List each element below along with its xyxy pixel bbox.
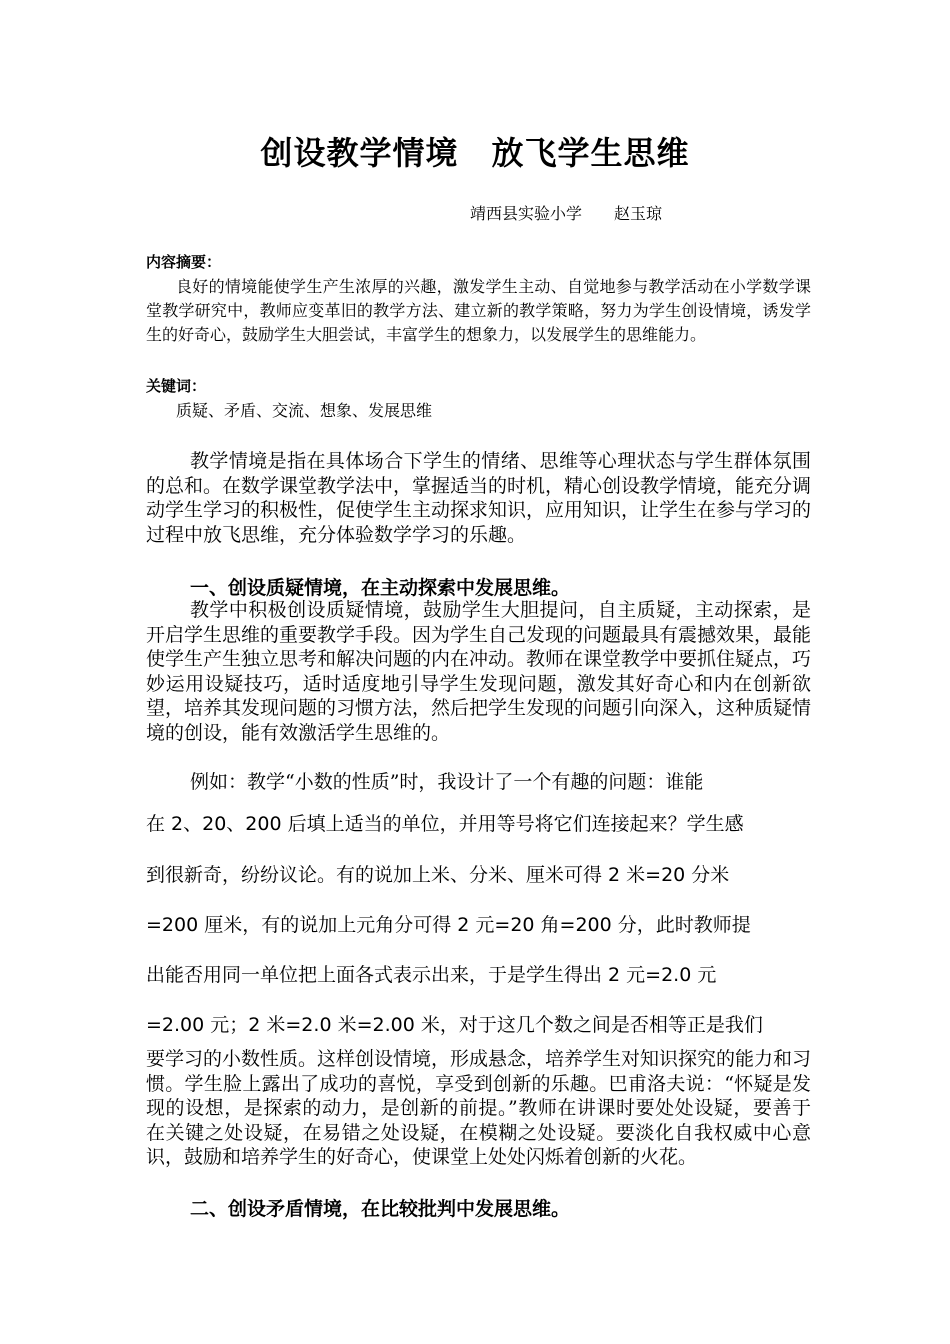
abstract-label: 内容摘要： xyxy=(146,253,222,271)
section1-paragraph: 教学中积极创设质疑情境，鼓励学生大胆提问，自主质疑，主动探索，是开启学生思维的重要教学手段。因为学生自己发现的问题最具有震撼效果，最能使学生产生独立思考和解决问题的内在冲动。教师在课堂教学中要抓住疑点，巧妙运用设疑技巧，适时适度地引导学生发现问题，激发其好奇心和内在创新欲望，培养其发现问题的习惯方法，然后把学生发现的问题引向深入，这种质疑情境的创设，能有效激活学生思维的。 xyxy=(146,599,812,744)
intro-paragraph: 教学情境是指在具体场合下学生的情绪、思维等心理状态与学生群体氛围的总和。在数学课堂教学法中，掌握适当的时机，精心创设教学情境，能充分调动学生学习的积极性，促使学生主动探求知识，应用知识，让学生在参与学习的过程中放飞思维，充分体验数学学习的乐趣。 xyxy=(146,450,812,546)
section-heading-1: 一、创设质疑情境，在主动探索中发展思维。 xyxy=(190,577,571,599)
example-line: =200 厘米，有的说加上元角分可得 2 元=20 角=200 分，此时教师提 xyxy=(146,914,751,936)
keywords-text: 质疑、矛盾、交流、想象、发展思维 xyxy=(176,401,433,420)
example-line: 到很新奇，纷纷议论。有的说加上米、分米、厘米可得 2 米=20 分米 xyxy=(146,864,730,886)
example-line: 在 2、20、200 后填上适当的单位，并用等号将它们连接起来？学生感 xyxy=(146,813,744,835)
document-title: 创设教学情境 放飞学生思维 xyxy=(260,134,690,172)
example-first-line: 例如：教学“小数的性质”时，我设计了一个有趣的问题：谁能 xyxy=(190,771,704,793)
abstract-text: 良好的情境能使学生产生浓厚的兴趣，激发学生主动、自觉地参与教学活动在小学数学课堂教学研究中，教师应变革旧的教学方法、建立新的教学策略，努力为学生创设情境，诱发学生的好奇心，鼓励学生大胆尝试，丰富学生的想象力，以发展学生的思维能力。 xyxy=(146,277,811,344)
example-continuation: 要学习的小数性质。这样创设情境，形成悬念，培养学生对知识探究的能力和习惯。学生脸上露出了成功的喜悦，享受到创新的乐趣。巴甫洛夫说：“怀疑是发现的设想，是探索的动力，是创新的前提。”教师在讲课时要处处设疑，要善于在关键之处设疑，在易错之处设疑，在模糊之处设疑。要淡化自我权威中心意识，鼓励和培养学生的好奇心，使课堂上处处闪烁着创新的火花。 xyxy=(146,1048,812,1168)
example-line: =2.00 元；2 米=2.0 米=2.00 米，对于这几个数之间是否相等正是我们 xyxy=(146,1014,763,1036)
section-heading-2: 二、创设矛盾情境，在比较批判中发展思维。 xyxy=(190,1198,571,1220)
author-line: 靖西县实验小学 赵玉琼 xyxy=(470,204,663,223)
example-line: 出能否用同一单位把上面各式表示出来，于是学生得出 2 元=2.0 元 xyxy=(146,964,717,986)
keywords-label: 关键词： xyxy=(146,377,207,395)
